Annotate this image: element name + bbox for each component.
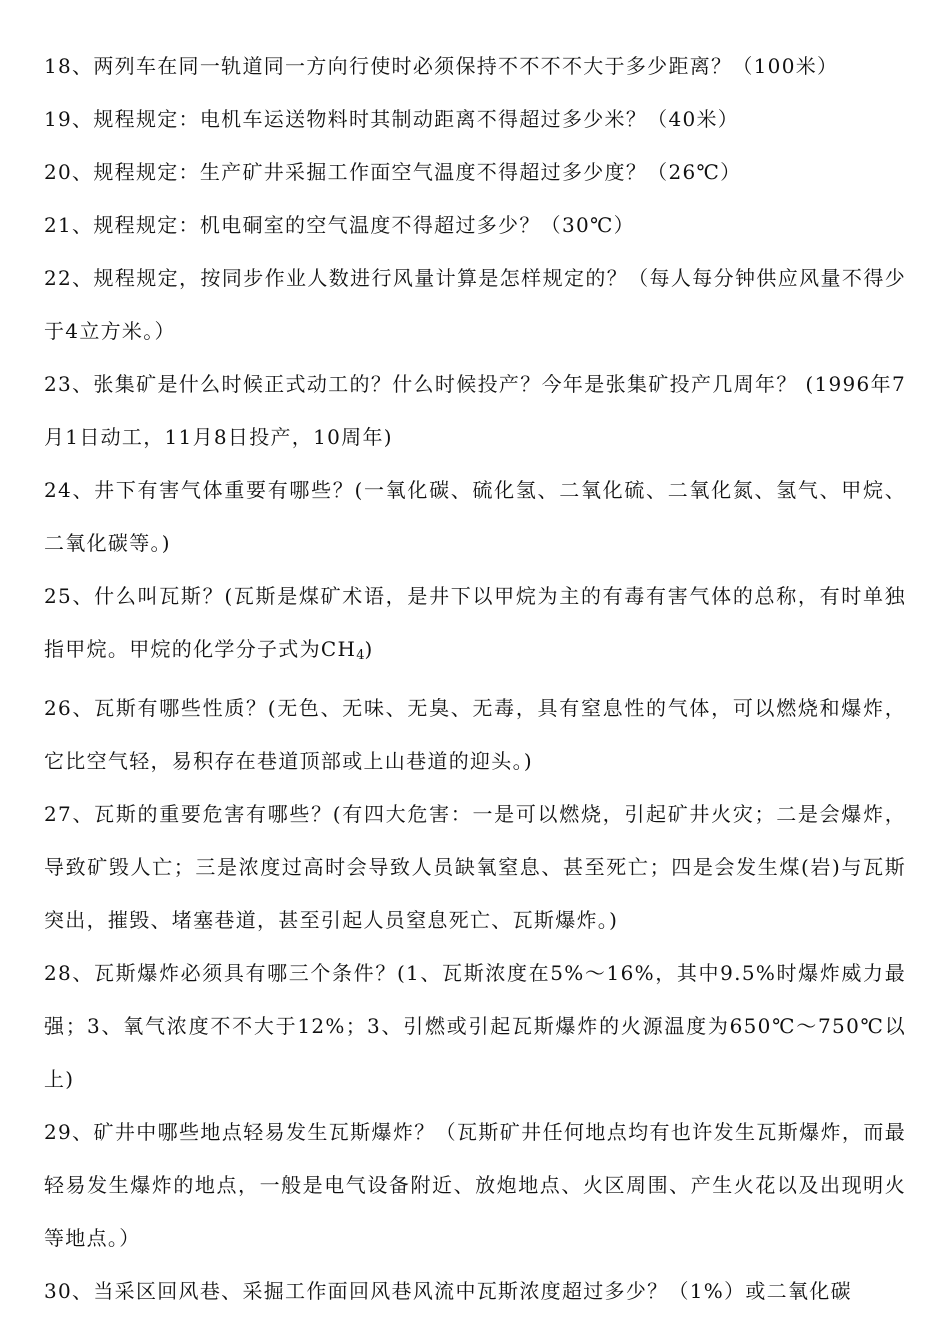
- question-30: 30、当采区回风巷、采掘工作面回风巷风流中瓦斯浓度超过多少？（1%）或二氧化碳: [44, 1279, 852, 1303]
- question-28: 28、瓦斯爆炸必须具有哪三个条件？(1、瓦斯浓度在5%～16%，其中9.5%时爆炸威力最强；3、氧气浓度不不大于12%；3、引燃或引起瓦斯爆炸的火源温度为650℃～750℃以上): [44, 961, 906, 1091]
- subscript-4: 4: [356, 648, 365, 663]
- question-18: 18、两列车在同一轨道同一方向行使时必须保持不不不不大于多少距离？（100米）: [44, 54, 839, 78]
- question-19: 19、规程规定：电机车运送物料时其制动距离不得超过多少米？（40米）: [44, 107, 740, 131]
- question-24: 24、井下有害气体重要有哪些？(一氧化碳、硫化氢、二氧化硫、二氧化氮、氢气、甲烷、二氧化碳等。): [44, 478, 906, 555]
- question-27: 27、瓦斯的重要危害有哪些？(有四大危害：一是可以燃烧，引起矿井火灾；二是会爆炸，导致矿毁人亡；三是浓度过高时会导致人员缺氧窒息、甚至死亡；四是会发生煤(岩)与瓦斯突出，摧毁、堵塞巷道，甚至引起人员窒息死亡、瓦斯爆炸。): [44, 802, 906, 932]
- document-page: [44, 40, 906, 1318]
- question-22: 22、规程规定，按同步作业人数进行风量计算是怎样规定的？（每人每分钟供应风量不得少于4立方米。）: [44, 266, 906, 343]
- question-21: 21、规程规定：机电硐室的空气温度不得超过多少？（30℃）: [44, 213, 635, 237]
- question-29: 29、矿井中哪些地点轻易发生瓦斯爆炸？（瓦斯矿井任何地点均有也许发生瓦斯爆炸，而最轻易发生爆炸的地点，一般是电气设备附近、放炮地点、火区周围、产生火花以及出现明火等地点。）: [44, 1120, 906, 1250]
- question-23: 23、张集矿是什么时候正式动工的？什么时候投产？今年是张集矿投产几周年？ (1996年7月1日动工，11月8日投产，10周年): [44, 372, 906, 449]
- question-20: 20、规程规定：生产矿井采掘工作面空气温度不得超过多少度？（26℃）: [44, 160, 742, 184]
- question-25: 25、什么叫瓦斯？(瓦斯是煤矿术语，是井下以甲烷为主的有毒有害气体的总称，有时单独指甲烷。甲烷的化学分子式为$CH_4$): [44, 584, 906, 663]
- question-26: 26、瓦斯有哪些性质？(无色、无味、无臭、无毒，具有窒息性的气体，可以燃烧和爆炸，它比空气轻，易积存在巷道顶部或上山巷道的迎头。): [44, 696, 906, 773]
